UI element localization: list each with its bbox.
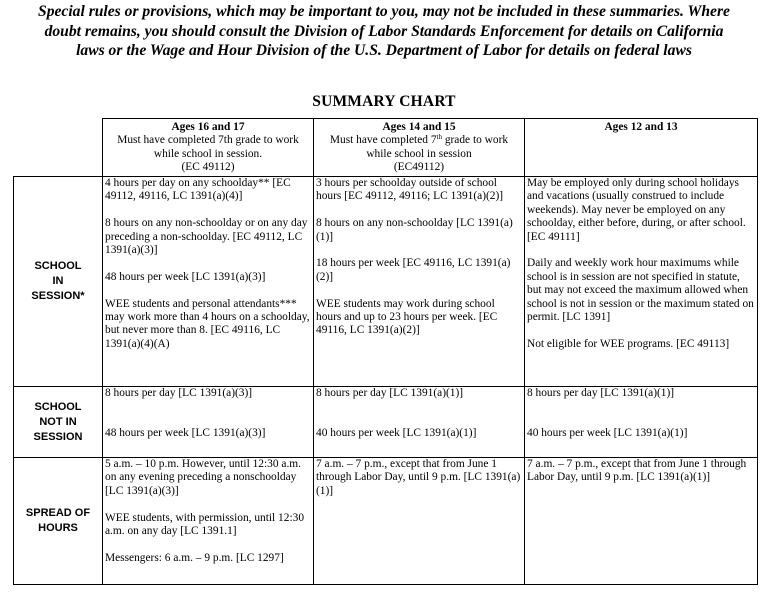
cell-paragraph: Daily and weekly work hour maximums while school is in session are not specified in statute, but may not exceed the maximum allowed when school is not in session or the maximum stated on permit. [LC 1391] xyxy=(527,257,754,324)
column-title: Ages 16 and 17 xyxy=(171,121,245,133)
cell-spread-ages-14-15 xyxy=(314,458,525,585)
column-header-ages-12-13 xyxy=(525,119,758,177)
cell-paragraph: 7 a.m. – 7 p.m., except that from June 1 through Labor Day, until 9 p.m. [LC 1391(a)(1)] xyxy=(316,458,521,497)
notice-line-3: laws or the Wage and Hour Division of the U.S. Department of Labor for details on federal laws xyxy=(76,42,692,59)
column-note xyxy=(316,134,522,147)
cell-paragraph: 3 hours per schoolday outside of school hours [EC 49112, 49116; LC 1391(a)(2)] xyxy=(316,177,504,203)
cell-in-session-ages-16-17 xyxy=(103,177,314,387)
row-label-line: SCHOOL xyxy=(34,260,82,272)
notice-line-1: Special rules or provisions, which may be important to you, may not be included in these summaries. Where xyxy=(38,3,730,20)
cell-spread-ages-16-17 xyxy=(103,458,314,585)
cell-paragraph: 8 hours on any non-schoolday or on any day preceding a non-schoolday. [EC 49112, LC 1391(a)(3)] xyxy=(105,217,308,257)
cell-paragraph: 18 hours per week [EC 49116, LC 1391(a)(2)] xyxy=(316,257,511,283)
cell-paragraph: 8 hours per day [LC 1391(a)(1)] xyxy=(527,387,675,399)
row-label-line: HOURS xyxy=(38,522,78,534)
corner-cell xyxy=(14,119,103,177)
column-note-part: Must have completed 7 xyxy=(329,134,437,147)
cell-in-session-ages-14-15 xyxy=(314,177,525,387)
row-school-not-in-session xyxy=(14,387,758,458)
cell-paragraph: 5 a.m. – 10 p.m. However, until 12:30 a.m. on any evening preceding a nonschoolday [LC 1391(a)(3)] xyxy=(105,458,302,497)
row-spread-of-hours xyxy=(14,458,758,585)
cell-paragraph: 8 hours per day [LC 1391(a)(3)] xyxy=(105,387,253,399)
column-note: (EC 49112) xyxy=(181,161,235,174)
cell-paragraph: Messengers: 6 a.m. – 9 p.m. [LC 1297] xyxy=(105,551,284,564)
cell-paragraph: WEE students and personal attendants*** may work more than 4 hours on a schoolday, but never more than 8. [EC 49116, LC 1391(a)(4)(A) xyxy=(105,297,310,350)
column-note: (EC49112) xyxy=(393,161,445,174)
cell-paragraph: 7 a.m. – 7 p.m., except that from June 1 through Labor Day, until 9 p.m. [LC 1391(a)(1)] xyxy=(527,458,747,484)
cell-paragraph: Not eligible for WEE programs. [EC 49113] xyxy=(527,337,730,350)
row-label-line: SCHOOL xyxy=(34,400,82,413)
row-header-school-in-session xyxy=(14,177,103,387)
row-header-school-not-in-session xyxy=(14,387,103,458)
cell-paragraph: 8 hours per day [LC 1391(a)(1)] xyxy=(316,387,464,399)
cell-paragraph: 4 hours per day on any schoolday** [EC 49112, 49116, LC 1391(a)(4)] xyxy=(105,177,291,203)
column-note: Must have completed 7th grade to work xyxy=(117,134,299,147)
cell-in-session-ages-12-13 xyxy=(525,177,758,387)
row-label-line: SESSION* xyxy=(31,290,85,302)
column-note: while school in session. xyxy=(153,147,263,160)
cell-paragraph: 48 hours per week [LC 1391(a)(3)] xyxy=(105,427,266,440)
cell-not-in-session-ages-16-17 xyxy=(103,387,314,458)
cell-paragraph: May be employed only during school holidays and vacations (usually construed to include weekends). May never be employed on any schoolday, either before, during, or after school. [EC 49111] xyxy=(527,177,746,243)
cell-paragraph: WEE students, with permission, until 12:30 a.m. on any day [LC 1391.1] xyxy=(105,511,305,538)
cell-not-in-session-ages-14-15 xyxy=(314,387,525,458)
row-label-line: NOT IN xyxy=(39,415,77,428)
cell-not-in-session-ages-12-13 xyxy=(525,387,758,458)
cell-paragraph: WEE students may work during school hours and up to 23 hours per week. [EC 49116, LC 1391(a)(2)] xyxy=(316,297,498,337)
row-school-in-session xyxy=(14,177,758,387)
page-title: SUMMARY CHART xyxy=(312,93,456,110)
column-note-part: grade to work xyxy=(441,134,509,147)
superscript: th xyxy=(436,133,442,142)
row-label-line: SESSION xyxy=(33,430,83,443)
column-header-ages-14-15 xyxy=(314,119,525,177)
row-label-line: IN xyxy=(52,275,64,287)
cell-paragraph: 8 hours on any non-schoolday [LC 1391(a)(1)] xyxy=(316,217,513,243)
disclaimer-notice xyxy=(8,2,760,61)
row-header-spread-of-hours xyxy=(14,458,103,585)
header-row xyxy=(14,119,758,177)
column-title: Ages 14 and 15 xyxy=(382,121,456,133)
summary-table xyxy=(13,118,758,585)
notice-line-2: doubt remains, you should consult the Division of Labor Standards Enforcement for details on California xyxy=(44,22,724,40)
column-title: Ages 12 and 13 xyxy=(604,121,678,133)
cell-paragraph: 40 hours per week [LC 1391(a)(1)] xyxy=(527,427,688,440)
cell-paragraph: 40 hours per week [LC 1391(a)(1)] xyxy=(316,427,477,440)
cell-paragraph: 48 hours per week [LC 1391(a)(3)] xyxy=(105,270,266,283)
row-label-line: SPREAD OF xyxy=(25,507,91,519)
column-header-ages-16-17 xyxy=(103,119,314,177)
column-note: while school in session xyxy=(366,147,472,160)
cell-spread-ages-12-13 xyxy=(525,458,758,585)
